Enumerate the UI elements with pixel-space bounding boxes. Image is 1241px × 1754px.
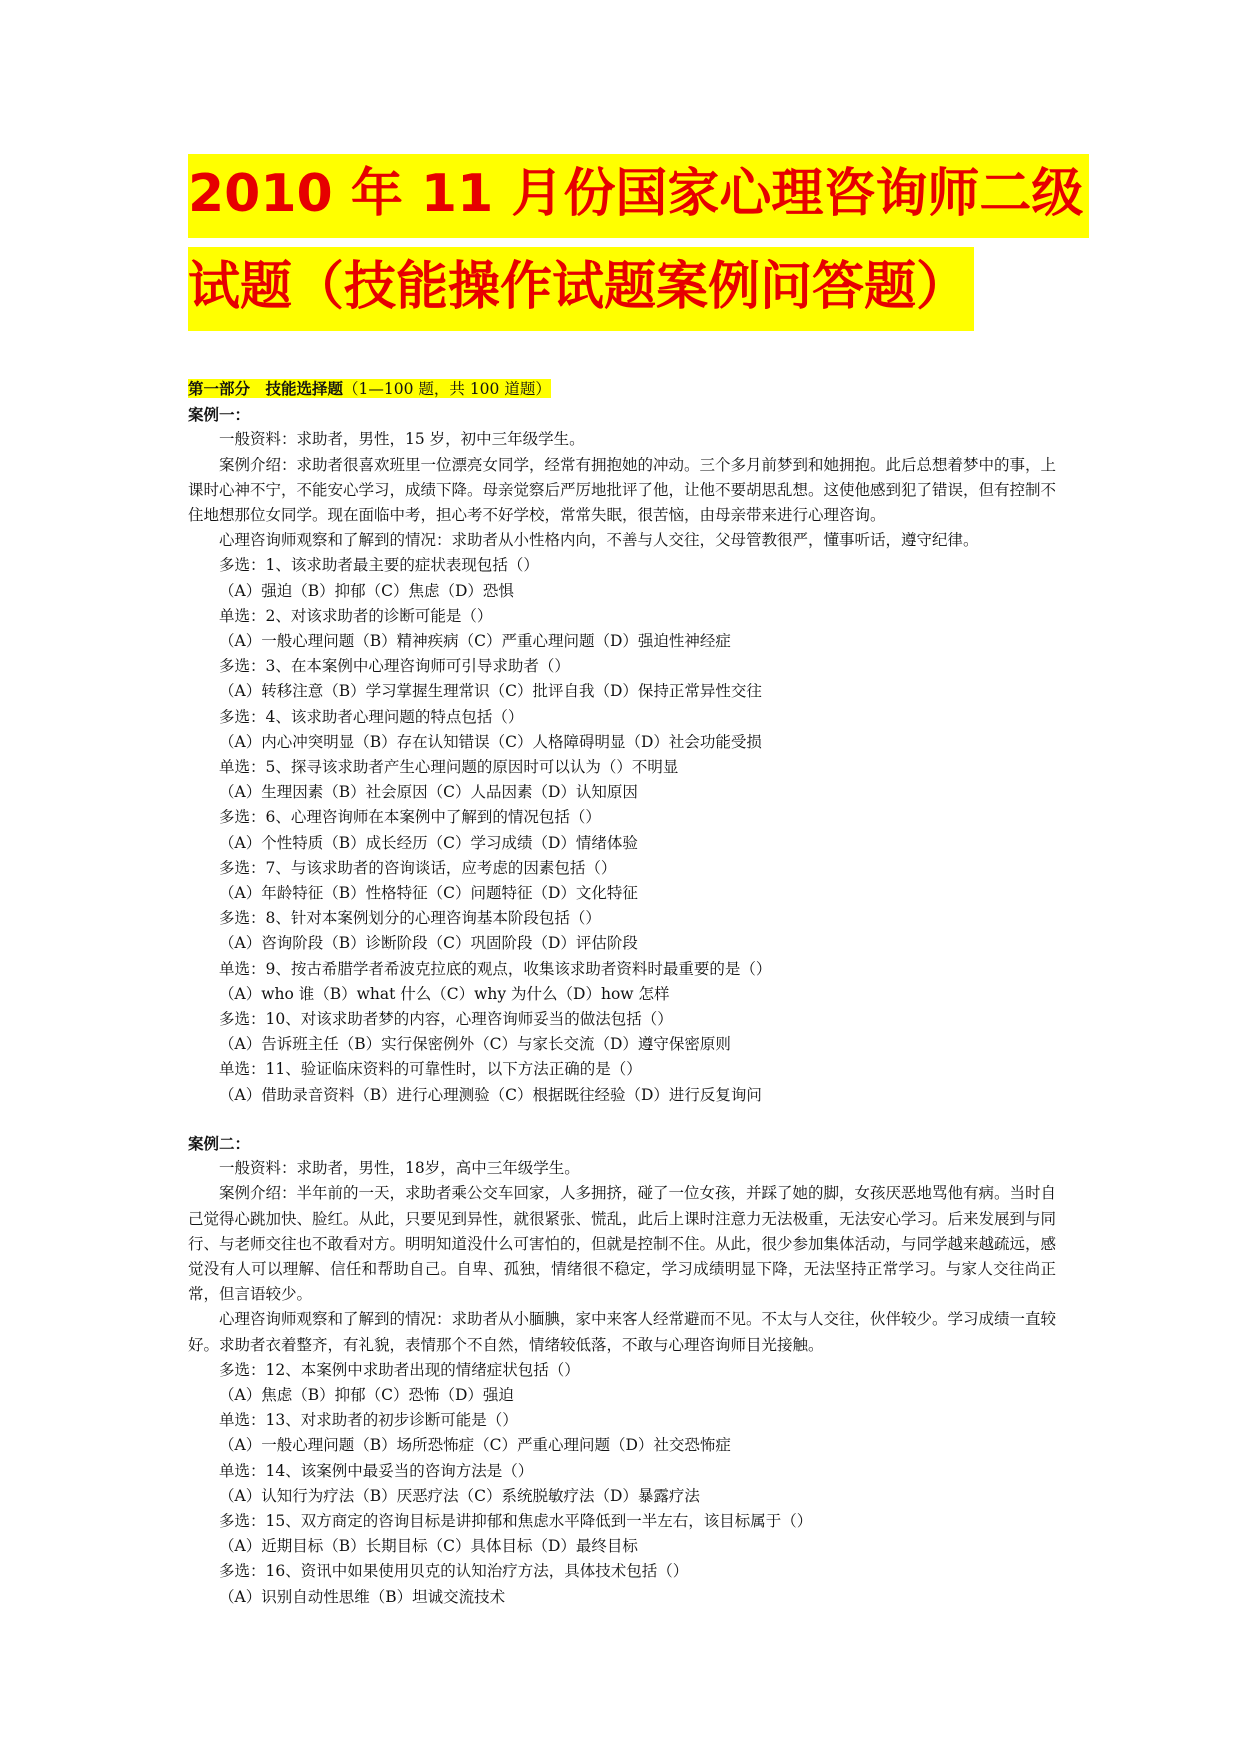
document-title-line-1: 2010 年 11 月份国家心理咨询师二级 bbox=[188, 168, 1088, 220]
options-line: （A）who 谁（B）what 什么（C）why 为什么（D）how 怎样 bbox=[219, 984, 670, 1003]
options-line: （A）内心冲突明显（B）存在认知错误（C）人格障碍明显（D）社会功能受损 bbox=[219, 732, 762, 751]
question-line: 多选：10、对该求助者梦的内容，心理咨询师妥当的做法包括（） bbox=[219, 1010, 673, 1029]
case2-intro: 案例介绍：半年前的一天，求助者乘公交车回家，人多拥挤，碰了一位女孩，并踩了她的脚，女孩厌恶地骂他有病。当时自己觉得心跳加快、脸红。从此，只要见到异性，就很紧张、慌乱，此后上课时注意力无法极重，无法安心学习。后来发展到与同行、与老师交往也不敢看对方。明明知道没什么可害怕的，但就是控制不住。从此，很少参加集体活动，与同学越来越疏远，感觉没有人可以理解、信任和帮助自己。自卑、孤独，情绪很不稳定，学习成绩明显下降，无法坚持正常学习。与家人交往尚正常，但言语较少。 bbox=[188, 1184, 1057, 1304]
case2-heading: 案例二： bbox=[188, 1133, 251, 1153]
options-line: （A）转移注意（B）学习掌握生理常识（C）批评自我（D）保持正常异性交往 bbox=[219, 682, 762, 701]
options-line: （A）焦虑（B）抑郁（C）恐怖（D）强迫 bbox=[219, 1385, 514, 1404]
case-separator bbox=[188, 1108, 1056, 1131]
options-line: （A）个性特质（B）成长经历（C）学习成绩（D）情绪体验 bbox=[219, 833, 638, 852]
options-line: （A）近期目标（B）长期目标（C）具体目标（D）最终目标 bbox=[219, 1537, 638, 1556]
options-line: （A）强迫（B）抑郁（C）焦虑（D）恐惧 bbox=[219, 581, 514, 600]
options-line: （A）咨询阶段（B）诊断阶段（C）巩固阶段（D）评估阶段 bbox=[219, 934, 638, 953]
question-line: 多选：12、本案例中求助者出现的情绪症状包括（） bbox=[219, 1360, 580, 1379]
question-line: 多选：4、该求助者心理问题的特点包括（） bbox=[219, 707, 524, 726]
options-line: （A）告诉班主任（B）实行保密例外（C）与家长交流（D）遵守保密原则 bbox=[219, 1035, 731, 1054]
question-line: 多选：8、针对本案例划分的心理咨询基本阶段包括（） bbox=[219, 909, 601, 928]
options-line: （A）识别自动性思维（B）坦诚交流技术 bbox=[219, 1587, 506, 1606]
question-line: 单选：14、该案例中最妥当的咨询方法是（） bbox=[219, 1461, 534, 1480]
question-line: 多选：3、在本案例中心理咨询师可引导求助者（） bbox=[219, 657, 570, 676]
document-body bbox=[188, 376, 1056, 1610]
case1-intro: 案例介绍：求助者很喜欢班里一位漂亮女同学，经常有拥抱她的冲动。三个多月前梦到和她拥抱。此后总想着梦中的事，上课时心神不宁，不能安心学习，成绩下降。母亲觉察后严厉地批评了他，让他不要胡思乱想。这使他感到犯了错误，但有控制不住地想那位女同学。现在面临中考，担心考不好学校，常常失眠，很苦恼，由母亲带来进行心理咨询。 bbox=[188, 455, 1057, 525]
question-line: 单选：11、验证临床资料的可靠性时，以下方法正确的是（） bbox=[219, 1060, 642, 1079]
question-line: 多选：1、该求助者最主要的症状表现包括（） bbox=[219, 556, 539, 575]
case1-heading: 案例一： bbox=[188, 405, 251, 425]
question-line: 多选：7、与该求助者的咨询谈话，应考虑的因素包括（） bbox=[219, 858, 617, 877]
case2-observation: 心理咨询师观察和了解到的情况：求助者从小腼腆，家中来客人经常避而不见。不太与人交往，伙伴较少。学习成绩一直较好。求助者衣着整齐，有礼貌，表情那个不自然，情绪较低落，不敢与心理咨询师目光接触。 bbox=[188, 1310, 1057, 1354]
options-line: （A）一般心理问题（B）场所恐怖症（C）严重心理问题（D）社交恐怖症 bbox=[219, 1436, 731, 1455]
options-line: （A）年龄特征（B）性格特征（C）问题特征（D）文化特征 bbox=[219, 884, 638, 903]
question-line: 单选：2、对该求助者的诊断可能是（） bbox=[219, 606, 493, 625]
section-heading: 第一部分 技能选择题（1—100 题，共 100 道题） bbox=[188, 379, 551, 398]
question-line: 单选：9、按古希腊学者希波克拉底的观点，收集该求助者资料时最重要的是（） bbox=[219, 959, 772, 978]
document-title-line-2: 试题（技能操作试题案例问答题） bbox=[188, 261, 1088, 313]
options-line: （A）生理因素（B）社会原因（C）人品因素（D）认知原因 bbox=[219, 783, 638, 802]
case1-observation: 心理咨询师观察和了解到的情况：求助者从小性格内向，不善与人交往，父母管教很严，懂事听话，遵守纪律。 bbox=[219, 531, 979, 550]
case2-questions bbox=[188, 1358, 1056, 1610]
case1-general-info: 一般资料：求助者，男性，15 岁，初中三年级学生。 bbox=[219, 430, 585, 449]
question-line: 多选：15、双方商定的咨询目标是讲抑郁和焦虑水平降低到一半左右，该目标属于（） bbox=[219, 1511, 813, 1530]
question-line: 单选：13、对求助者的初步诊断可能是（） bbox=[219, 1411, 518, 1430]
case2-general-info: 一般资料：求助者，男性，18岁，高中三年级学生。 bbox=[219, 1159, 580, 1178]
options-line: （A）一般心理问题（B）精神疾病（C）严重心理问题（D）强迫性神经症 bbox=[219, 632, 731, 651]
question-line: 多选：6、心理咨询师在本案例中了解到的情况包括（） bbox=[219, 808, 601, 827]
case1-questions bbox=[188, 553, 1056, 1107]
options-line: （A）借助录音资料（B）进行心理测验（C）根据既往经验（D）进行反复询问 bbox=[219, 1085, 762, 1104]
question-line: 多选：16、资讯中如果使用贝克的认知治疗方法，具体技术包括（） bbox=[219, 1562, 689, 1581]
options-line: （A）认知行为疗法（B）厌恶疗法（C）系统脱敏疗法（D）暴露疗法 bbox=[219, 1486, 700, 1505]
question-line: 单选：5、探寻该求助者产生心理问题的原因时可以认为（）不明显 bbox=[219, 758, 679, 777]
